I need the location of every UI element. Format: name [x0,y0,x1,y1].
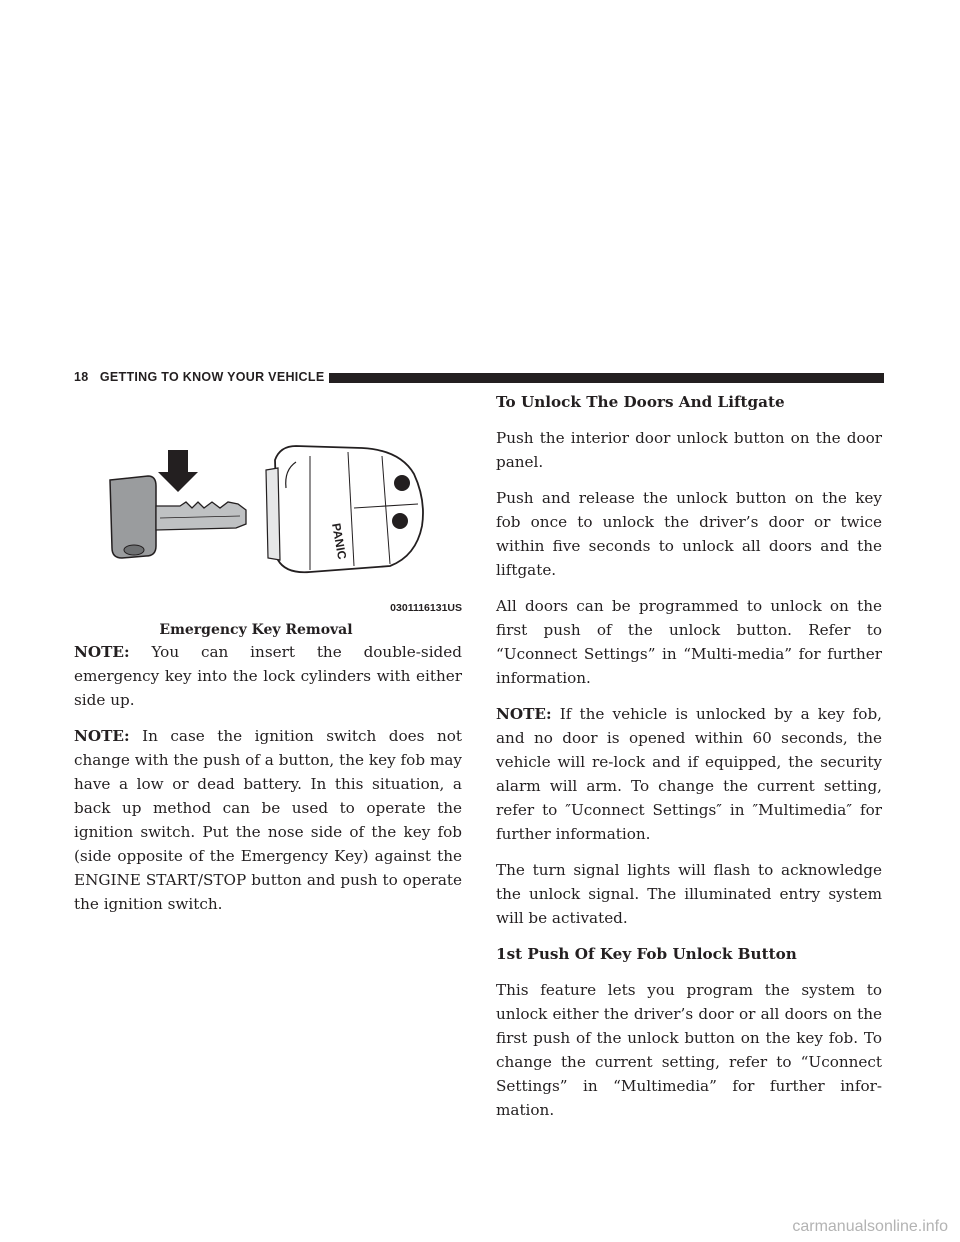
body-paragraph: This feature lets you program the system to unlock either the driver’s door or all doors on the first push of the unlock button on the key fob. To change the current setting, refer to “Uconnect Settings” in “Multimedia” for further infor-mation. [496,981,882,1119]
note-paragraph [74,724,462,916]
figure-image-code: 0301116131US [390,602,462,614]
section-heading: To Unlock The Doors And Liftgate [496,393,785,411]
body-paragraph: Push and release the unlock button on the key fob once to unlock the driver’s door or twice within five seconds to unlock all doors and the liftgate. [496,489,882,579]
watermark: carmanualsonline.info [792,1218,948,1235]
figure-caption: Emergency Key Removal [159,622,353,638]
emergency-key-figure [100,440,462,618]
header-rule [329,373,884,383]
note-label: NOTE: [74,643,130,661]
body-paragraph: The turn signal lights will flash to acknowledge the unlock signal. The illuminated entry system will be activated. [496,861,882,927]
note-paragraph [74,640,462,712]
note-text: You can insert the double-sided emergency key into the lock cylinders with either side up. [74,643,462,709]
note-text: If the vehicle is unlocked by a key fob, and no door is opened within 60 seconds, the vehicle will re-lock and if equipped, the security alarm will arm. To change the current setting, refer to ″Uconnect Settings″ in ″Multimedia″ for further information. [496,705,882,843]
section-heading: 1st Push Of Key Fob Unlock Button [496,945,797,963]
left-column [74,640,462,916]
emergency-key-illustration [100,440,462,618]
fob-panic-label: PANIC [329,522,350,561]
down-arrow-icon [158,450,198,492]
note-label: NOTE: [496,705,552,723]
note-label: NOTE: [74,727,130,745]
section-title: GETTING TO KNOW YOUR VEHICLE [99,370,325,384]
page-header [74,369,884,387]
body-paragraph: All doors can be programmed to unlock on the first push of the unlock button. Refer to “Uconnect Settings” in “Multi-media” for further information. [496,597,882,687]
fob-unlock-icon [392,513,408,529]
right-column [496,390,882,1122]
page-number: 18 [74,370,89,384]
note-paragraph [496,702,882,846]
note-text: In case the ignition switch does not change with the push of a button, the key fob may have a low or dead battery. In this situation, a back up method can be used to operate the ignition switch. Put the nose side of the key fob (side opposite of the Emergency Key) against the ENGINE START/STOP button and push to operate the ignition switch. [74,727,462,913]
header-text [74,370,324,384]
fob-lock-icon [394,475,410,491]
body-paragraph: Push the interior door unlock button on the door panel. [496,429,882,471]
